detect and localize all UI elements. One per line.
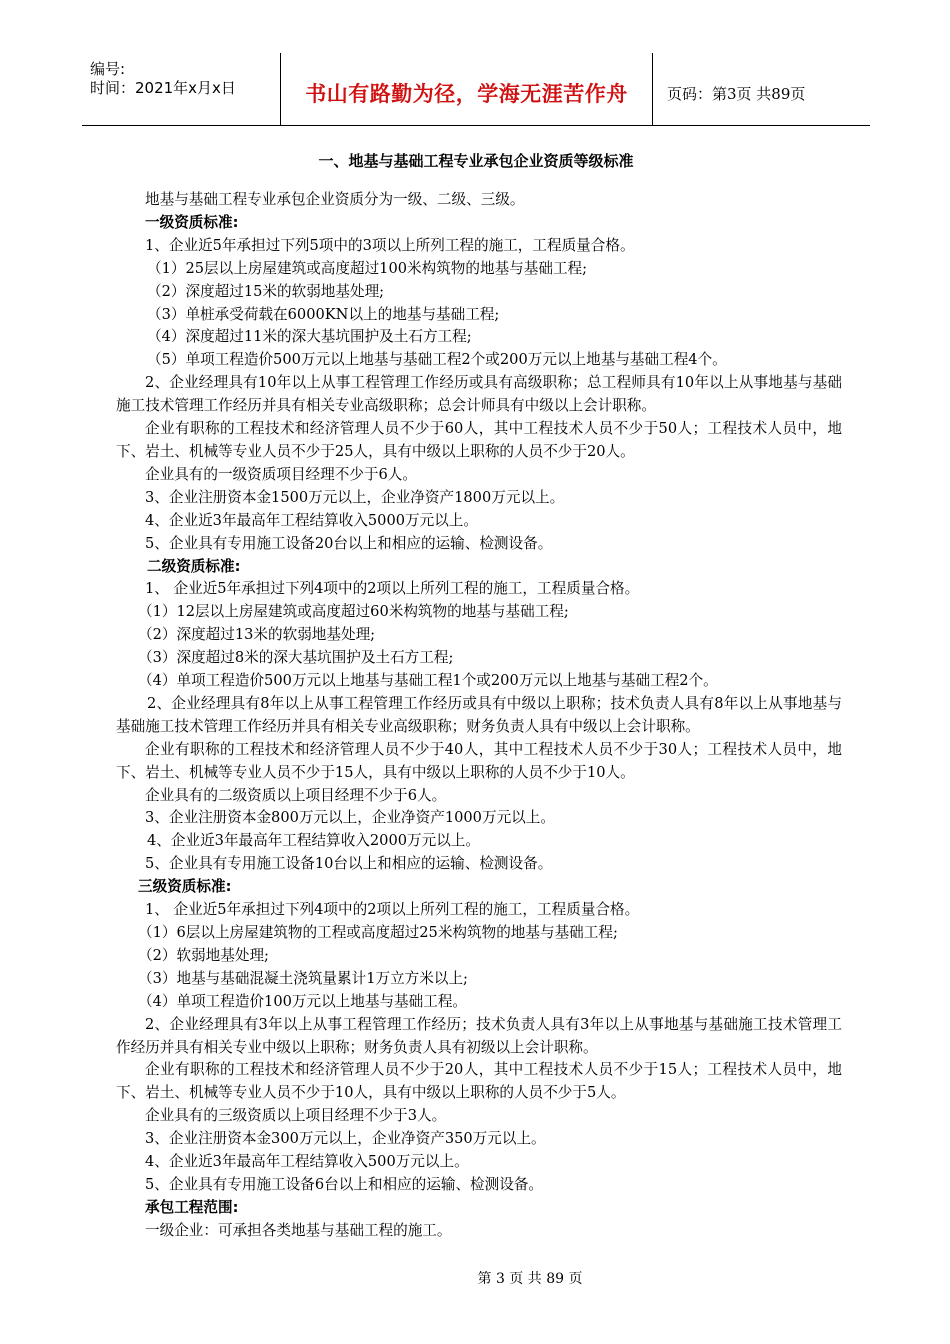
paragraph: （2）深度超过13米的软弱地基处理; — [138, 626, 376, 644]
section-heading: 二级资质标准: — [147, 557, 241, 575]
paragraph: 企业有职称的工程技术和经济管理人员不少于60人，其中工程技术人员不少于50人；工程技术人员中，地下、岩土、机械等专业人员不少于25人，具有中级以上职称的人员不少于20人。 — [116, 420, 842, 460]
paragraph: （3）单桩承受荷载在6000KN以上的地基与基础工程; — [147, 305, 500, 323]
paragraph: 3、企业注册资本金1500万元以上，企业净资产1800万元以上。 — [145, 488, 565, 506]
paragraph: 4、企业近3年最高年工程结算收入500万元以上。 — [145, 1153, 469, 1171]
document-body — [116, 189, 842, 1243]
paragraph: 企业具有的二级资质以上项目经理不少于6人。 — [145, 786, 447, 804]
paragraph: （4）单项工程造价100万元以上地基与基础工程。 — [138, 992, 468, 1010]
paragraph: 3、企业注册资本金800万元以上，企业净资产1000万元以上。 — [145, 809, 555, 827]
paragraph: 5、企业具有专用施工设备20台以上和相应的运输、检测设备。 — [145, 534, 553, 552]
page-footer: 第 3 页 共 89 页 — [477, 1271, 583, 1287]
paragraph: （3）地基与基础混凝土浇筑量累计1万立方米以上; — [138, 969, 468, 987]
section-heading: 三级资质标准: — [138, 878, 232, 896]
paragraph: 1、 企业近5年承担过下列4项中的2项以上所列工程的施工，工程质量合格。 — [145, 901, 640, 919]
paragraph: 5、企业具有专用施工设备10台以上和相应的运输、检测设备。 — [145, 855, 553, 873]
paragraph: （1）12层以上房屋建筑或高度超过60米构筑物的地基与基础工程; — [138, 603, 569, 621]
paragraph: （2）软弱地基处理; — [138, 946, 269, 964]
section-heading: 承包工程范围: — [145, 1198, 239, 1216]
paragraph: 地基与基础工程专业承包企业资质分为一级、二级、三级。 — [145, 191, 525, 208]
paragraph: （1）25层以上房屋建筑或高度超过100米构筑物的地基与基础工程; — [147, 259, 588, 277]
paragraph: 一级企业：可承担各类地基与基础工程的施工。 — [145, 1221, 452, 1239]
paragraph: 1、 企业近5年承担过下列4项中的2项以上所列工程的施工，工程质量合格。 — [145, 580, 640, 598]
paragraph: （3）深度超过8米的深大基坑围护及土石方工程; — [138, 649, 454, 667]
paragraph: 3、企业注册资本金300万元以上，企业净资产350万元以上。 — [145, 1130, 546, 1148]
paragraph: 4、企业近3年最高年工程结算收入2000万元以上。 — [147, 832, 480, 850]
paragraph: （2）深度超过15米的软弱地基处理; — [147, 282, 385, 300]
paragraph: 企业有职称的工程技术和经济管理人员不少于40人，其中工程技术人员不少于30人；工程技术人员中，地下、岩土、机械等专业人员不少于15人，具有中级以上职称的人员不少于10人。 — [116, 740, 842, 781]
paragraph: （1）6层以上房屋建筑物的工程或高度超过25米构筑物的地基与基础工程; — [138, 924, 618, 941]
paragraph: （4）深度超过11米的深大基坑围护及土石方工程; — [147, 328, 472, 346]
paragraph: 企业具有的三级资质以上项目经理不少于3人。 — [145, 1107, 447, 1125]
paragraph: 2、企业经理具有8年以上从事工程管理工作经历或具有中级以上职称；技术负责人具有8年以上从事地基与基础施工技术管理工作经历并具有相关专业高级职称；财务负责人具有中级以上会计职称。 — [116, 694, 842, 735]
paragraph: （4）单项工程造价500万元以上地基与基础工程1个或200万元以上地基与基础工程2个。 — [138, 672, 718, 690]
paragraph: 2、企业经理具有10年以上从事工程管理工作经历或具有高级职称；总工程师具有10年以上从事地基与基础施工技术管理工作经历并具有相关专业高级职称；总会计师具有中级以上会计职称。 — [116, 374, 842, 415]
paragraph: 4、企业近3年最高年工程结算收入5000万元以上。 — [145, 511, 478, 529]
document-title: 一、地基与基础工程专业承包企业资质等级标准 — [318, 152, 634, 170]
paragraph: 1、企业近5年承担过下列5项中的3项以上所列工程的施工，工程质量合格。 — [145, 236, 635, 254]
paragraph: 企业有职称的工程技术和经济管理人员不少于20人，其中工程技术人员不少于15人；工程技术人员中，地下、岩土、机械等专业人员不少于10人，具有中级以上职称的人员不少于5人。 — [116, 1061, 842, 1102]
section-heading: 一级资质标准: — [145, 213, 239, 231]
paragraph: 5、企业具有专用施工设备6台以上和相应的运输、检测设备。 — [145, 1175, 544, 1193]
header-meta — [82, 53, 280, 125]
header-motto: 书山有路勤为径，学海无涯苦作舟 — [280, 53, 653, 125]
paragraph: 2、企业经理具有3年以上从事工程管理工作经历；技术负责人具有3年以上从事地基与基础施工技术管理工作经历并具有相关专业中级以上职称；财务负责人具有初级以上会计职称。 — [116, 1015, 842, 1056]
paragraph: （5）单项工程造价500万元以上地基与基础工程2个或200万元以上地基与基础工程4个。 — [147, 351, 727, 369]
page-header — [82, 53, 870, 126]
serial-label: 编号: — [90, 60, 126, 78]
paragraph: 企业具有的一级资质项目经理不少于6人。 — [145, 465, 417, 483]
time-label: 时间：2021年x月x日 — [90, 79, 236, 97]
header-page-info: 页码：第3页 共89页 — [667, 84, 806, 103]
